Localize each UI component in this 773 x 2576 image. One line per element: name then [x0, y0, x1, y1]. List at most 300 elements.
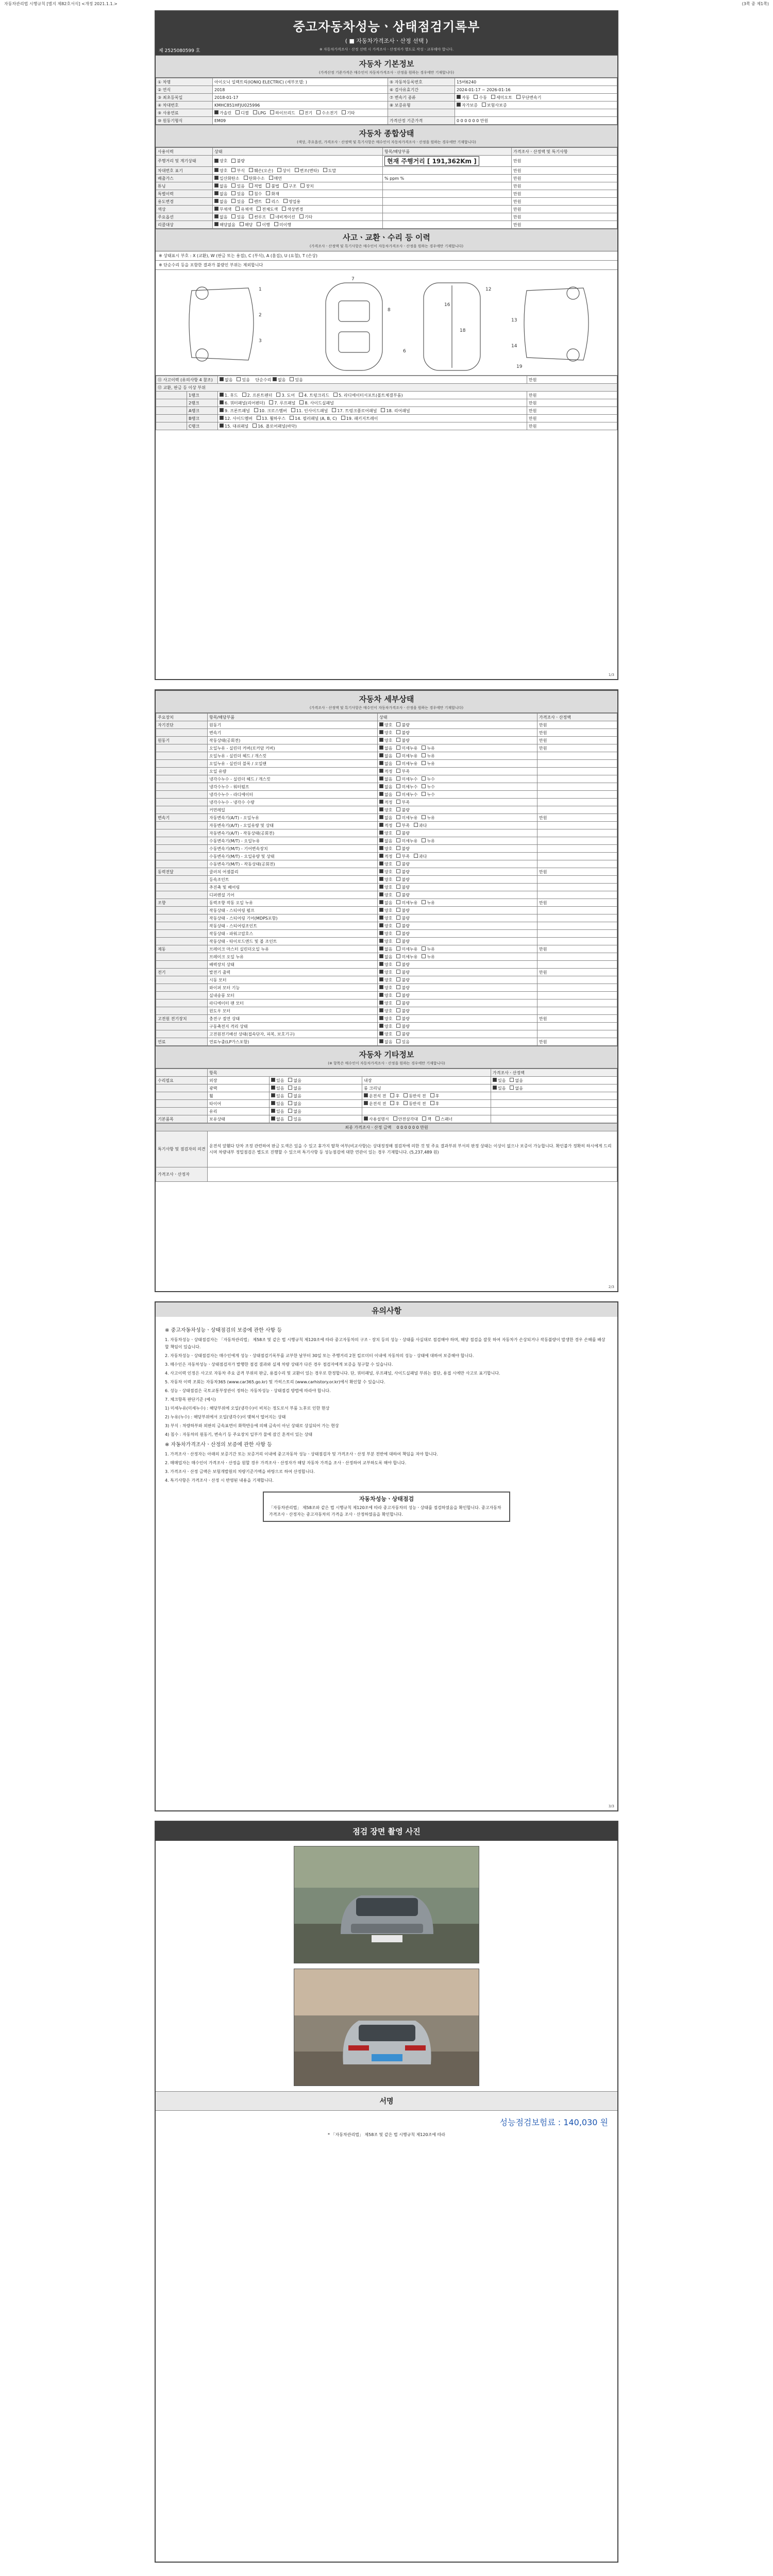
fuel-type-option[interactable]	[214, 110, 231, 116]
checkbox-icon[interactable]	[299, 214, 304, 218]
detail-state-option[interactable]	[396, 892, 409, 898]
detail-state-option[interactable]	[396, 1039, 409, 1045]
checkbox-icon[interactable]	[516, 95, 520, 99]
detail-state-option[interactable]	[379, 900, 392, 906]
detail-state-option[interactable]	[396, 885, 409, 890]
checkbox-icon[interactable]	[396, 838, 400, 842]
checkbox-icon[interactable]	[379, 1039, 383, 1043]
detail-state-option[interactable]	[396, 1001, 409, 1006]
checkbox-icon[interactable]	[379, 916, 383, 920]
other-extra-state-option[interactable]	[510, 1078, 523, 1083]
detail-state-option[interactable]	[379, 1016, 392, 1022]
checkbox-icon[interactable]	[236, 110, 240, 114]
checkbox-icon[interactable]	[396, 800, 400, 804]
part-option[interactable]	[333, 393, 403, 398]
checkbox-icon[interactable]	[299, 110, 304, 114]
summary-state-option[interactable]	[269, 176, 282, 181]
detail-state-option[interactable]	[379, 761, 392, 767]
detail-state-option[interactable]	[396, 807, 409, 813]
checkbox-icon[interactable]	[396, 1016, 400, 1020]
checkbox-icon[interactable]	[396, 985, 400, 989]
detail-state-option[interactable]	[379, 1001, 392, 1006]
checkbox-icon[interactable]	[414, 823, 418, 827]
other-state-option[interactable]	[271, 1086, 284, 1091]
checkbox-icon[interactable]	[273, 377, 277, 381]
detail-state-option[interactable]	[379, 946, 392, 952]
other-state-option[interactable]	[271, 1109, 284, 1114]
detail-state-option[interactable]	[396, 792, 417, 798]
checkbox-icon[interactable]	[214, 159, 219, 163]
checkbox-icon[interactable]	[422, 815, 426, 819]
part-option[interactable]	[257, 416, 285, 421]
other-extra-option[interactable]	[404, 1101, 426, 1107]
checkbox-icon[interactable]	[396, 892, 400, 896]
checkbox-icon[interactable]	[379, 769, 383, 773]
part-option[interactable]	[253, 423, 297, 429]
checkbox-icon[interactable]	[396, 776, 400, 781]
checkbox-icon[interactable]	[396, 1031, 400, 1036]
simple-repair-option[interactable]	[273, 377, 285, 383]
part-option[interactable]	[299, 393, 329, 398]
checkbox-icon[interactable]	[288, 1086, 292, 1090]
detail-state-option[interactable]	[396, 900, 417, 906]
summary-state-option[interactable]	[231, 214, 244, 220]
checkbox-icon[interactable]	[396, 846, 400, 850]
summary-state-option[interactable]	[266, 199, 279, 205]
basic-choice-option[interactable]	[457, 95, 469, 100]
detail-state-option[interactable]	[396, 738, 409, 743]
summary-state-option[interactable]	[257, 222, 270, 228]
checkbox-icon[interactable]	[379, 838, 383, 842]
checkbox-icon[interactable]	[300, 183, 305, 188]
checkbox-icon[interactable]	[276, 393, 280, 397]
summary-state-option[interactable]	[231, 183, 244, 189]
detail-state-option[interactable]	[379, 1024, 392, 1029]
checkbox-icon[interactable]	[396, 1001, 400, 1005]
detail-state-option[interactable]	[379, 885, 392, 890]
detail-state-option[interactable]	[379, 730, 392, 736]
detail-state-option[interactable]	[396, 722, 409, 728]
checkbox-icon[interactable]	[379, 730, 383, 734]
summary-state-option[interactable]	[214, 199, 227, 205]
summary-state-option[interactable]	[214, 158, 227, 164]
detail-state-option[interactable]	[379, 769, 392, 774]
part-option[interactable]	[381, 408, 410, 414]
other-extra-option[interactable]	[364, 1116, 389, 1122]
other-extra-option[interactable]	[430, 1101, 440, 1107]
detail-state-option[interactable]	[396, 923, 409, 929]
other-state-option[interactable]	[271, 1093, 284, 1099]
checkbox-icon[interactable]	[396, 962, 400, 966]
checkbox-icon[interactable]	[257, 207, 261, 211]
detail-state-option[interactable]	[379, 908, 392, 913]
checkbox-icon[interactable]	[332, 408, 336, 412]
checkbox-icon[interactable]	[396, 916, 400, 920]
checkbox-icon[interactable]	[214, 222, 219, 226]
checkbox-icon[interactable]	[282, 207, 286, 211]
summary-state-option[interactable]	[266, 191, 279, 197]
detail-state-option[interactable]	[396, 846, 409, 852]
checkbox-icon[interactable]	[430, 1101, 434, 1105]
checkbox-icon[interactable]	[220, 393, 224, 397]
checkbox-icon[interactable]	[299, 400, 304, 404]
checkbox-icon[interactable]	[257, 416, 261, 420]
part-option[interactable]	[220, 416, 253, 421]
checkbox-icon[interactable]	[379, 923, 383, 927]
checkbox-icon[interactable]	[214, 199, 219, 203]
checkbox-icon[interactable]	[422, 784, 426, 788]
checkbox-icon[interactable]	[236, 207, 240, 211]
checkbox-icon[interactable]	[404, 1101, 408, 1105]
checkbox-icon[interactable]	[316, 110, 321, 114]
checkbox-icon[interactable]	[396, 1008, 400, 1012]
checkbox-icon[interactable]	[396, 831, 400, 835]
checkbox-icon[interactable]	[379, 761, 383, 765]
checkbox-icon[interactable]	[379, 939, 383, 943]
detail-state-option[interactable]	[422, 954, 434, 960]
other-state-option[interactable]	[288, 1109, 301, 1114]
checkbox-icon[interactable]	[379, 722, 383, 726]
detail-state-option[interactable]	[396, 1008, 409, 1014]
checkbox-icon[interactable]	[214, 207, 219, 211]
checkbox-icon[interactable]	[396, 761, 400, 765]
checkbox-icon[interactable]	[342, 110, 346, 114]
checkbox-icon[interactable]	[379, 815, 383, 819]
detail-state-option[interactable]	[379, 923, 392, 929]
detail-state-option[interactable]	[379, 1031, 392, 1037]
other-extra-option[interactable]	[393, 1116, 418, 1122]
detail-state-option[interactable]	[396, 1016, 409, 1022]
checkbox-icon[interactable]	[396, 823, 400, 827]
checkbox-icon[interactable]	[253, 423, 257, 428]
checkbox-icon[interactable]	[274, 222, 278, 226]
detail-state-option[interactable]	[379, 784, 392, 790]
other-state-option[interactable]	[288, 1101, 301, 1107]
detail-state-option[interactable]	[379, 869, 392, 875]
other-extra-option[interactable]	[404, 1093, 426, 1099]
detail-state-option[interactable]	[396, 800, 409, 805]
checkbox-icon[interactable]	[237, 377, 241, 381]
basic-choice-option[interactable]	[491, 95, 512, 100]
checkbox-icon[interactable]	[214, 176, 219, 180]
detail-state-option[interactable]	[396, 877, 409, 883]
checkbox-icon[interactable]	[283, 199, 288, 203]
checkbox-icon[interactable]	[379, 807, 383, 811]
part-option[interactable]	[276, 393, 295, 398]
checkbox-icon[interactable]	[249, 214, 253, 218]
checkbox-icon[interactable]	[253, 110, 257, 114]
checkbox-icon[interactable]	[379, 1008, 383, 1012]
other-extra-option[interactable]	[422, 1116, 431, 1122]
checkbox-icon[interactable]	[396, 784, 400, 788]
checkbox-icon[interactable]	[288, 1093, 292, 1097]
checkbox-icon[interactable]	[457, 103, 461, 107]
detail-state-option[interactable]	[396, 769, 409, 774]
simple-repair-option[interactable]	[290, 377, 303, 383]
other-state-option[interactable]	[271, 1078, 284, 1083]
checkbox-icon[interactable]	[379, 993, 383, 997]
checkbox-icon[interactable]	[396, 977, 400, 981]
checkbox-icon[interactable]	[214, 191, 219, 195]
checkbox-icon[interactable]	[379, 1001, 383, 1005]
checkbox-icon[interactable]	[379, 792, 383, 796]
checkbox-icon[interactable]	[435, 1116, 440, 1121]
checkbox-icon[interactable]	[231, 191, 236, 195]
checkbox-icon[interactable]	[430, 1093, 434, 1097]
accident-history-option[interactable]	[220, 377, 232, 383]
detail-state-option[interactable]	[379, 792, 392, 798]
checkbox-icon[interactable]	[379, 869, 383, 873]
checkbox-icon[interactable]	[390, 1101, 394, 1105]
detail-state-option[interactable]	[379, 993, 392, 998]
checkbox-icon[interactable]	[214, 110, 219, 114]
summary-state-option[interactable]	[249, 168, 273, 174]
checkbox-icon[interactable]	[396, 769, 400, 773]
detail-state-option[interactable]	[396, 854, 409, 859]
checkbox-icon[interactable]	[333, 393, 338, 397]
checkbox-icon[interactable]	[422, 792, 426, 796]
summary-state-option[interactable]	[249, 214, 266, 220]
checkbox-icon[interactable]	[396, 753, 400, 757]
checkbox-icon[interactable]	[364, 1101, 368, 1105]
checkbox-icon[interactable]	[249, 183, 253, 188]
detail-state-option[interactable]	[379, 954, 392, 960]
checkbox-icon[interactable]	[379, 970, 383, 974]
checkbox-icon[interactable]	[379, 962, 383, 966]
summary-state-option[interactable]	[214, 176, 240, 181]
checkbox-icon[interactable]	[231, 159, 236, 163]
checkbox-icon[interactable]	[291, 408, 295, 412]
detail-state-option[interactable]	[379, 854, 392, 859]
other-state-option[interactable]	[288, 1116, 301, 1122]
checkbox-icon[interactable]	[396, 939, 400, 943]
checkbox-icon[interactable]	[269, 176, 273, 180]
checkbox-icon[interactable]	[220, 408, 224, 412]
checkbox-icon[interactable]	[379, 892, 383, 896]
checkbox-icon[interactable]	[288, 1078, 292, 1082]
checkbox-icon[interactable]	[295, 168, 299, 172]
summary-state-option[interactable]	[274, 222, 291, 228]
checkbox-icon[interactable]	[491, 95, 495, 99]
checkbox-icon[interactable]	[290, 377, 294, 381]
checkbox-icon[interactable]	[393, 1116, 397, 1121]
checkbox-icon[interactable]	[379, 1031, 383, 1036]
checkbox-icon[interactable]	[271, 1109, 275, 1113]
other-extra-option[interactable]	[390, 1093, 399, 1099]
detail-state-option[interactable]	[379, 861, 392, 867]
checkbox-icon[interactable]	[474, 95, 478, 99]
detail-state-option[interactable]	[379, 962, 392, 968]
fuel-type-option[interactable]	[236, 110, 248, 116]
detail-state-option[interactable]	[396, 939, 409, 944]
detail-state-option[interactable]	[379, 1039, 392, 1045]
checkbox-icon[interactable]	[379, 784, 383, 788]
other-extra-option[interactable]	[364, 1093, 386, 1099]
detail-state-option[interactable]	[379, 738, 392, 743]
checkbox-icon[interactable]	[270, 214, 274, 218]
detail-state-option[interactable]	[396, 869, 409, 875]
detail-state-option[interactable]	[422, 946, 434, 952]
checkbox-icon[interactable]	[390, 1093, 394, 1097]
checkbox-icon[interactable]	[482, 103, 486, 107]
checkbox-icon[interactable]	[396, 815, 400, 819]
detail-state-option[interactable]	[379, 1008, 392, 1014]
checkbox-icon[interactable]	[231, 168, 236, 172]
checkbox-icon[interactable]	[283, 183, 288, 188]
checkbox-icon[interactable]	[379, 931, 383, 935]
checkbox-icon[interactable]	[323, 168, 327, 172]
part-option[interactable]	[220, 393, 238, 398]
checkbox-icon[interactable]	[379, 908, 383, 912]
checkbox-icon[interactable]	[396, 923, 400, 927]
summary-state-option[interactable]	[266, 183, 279, 189]
other-state-option[interactable]	[288, 1078, 301, 1083]
checkbox-icon[interactable]	[254, 408, 258, 412]
detail-state-option[interactable]	[379, 807, 392, 813]
checkbox-icon[interactable]	[422, 954, 426, 958]
checkbox-icon[interactable]	[266, 191, 270, 195]
summary-state-option[interactable]	[249, 199, 262, 205]
summary-state-option[interactable]	[270, 214, 295, 220]
summary-state-option[interactable]	[244, 176, 265, 181]
summary-state-option[interactable]	[231, 168, 244, 174]
summary-state-option[interactable]	[283, 183, 296, 189]
checkbox-icon[interactable]	[422, 838, 426, 842]
checkbox-icon[interactable]	[290, 416, 294, 420]
other-state-option[interactable]	[271, 1101, 284, 1107]
checkbox-icon[interactable]	[220, 377, 224, 381]
part-option[interactable]	[220, 400, 265, 406]
checkbox-icon[interactable]	[422, 946, 426, 951]
detail-state-option[interactable]	[379, 931, 392, 937]
fuel-type-option[interactable]	[299, 110, 312, 116]
checkbox-icon[interactable]	[381, 408, 385, 412]
checkbox-icon[interactable]	[396, 885, 400, 889]
detail-state-option[interactable]	[422, 776, 434, 782]
checkbox-icon[interactable]	[220, 423, 224, 428]
checkbox-icon[interactable]	[396, 954, 400, 958]
other-state-option[interactable]	[271, 1116, 284, 1122]
checkbox-icon[interactable]	[271, 1086, 275, 1090]
detail-state-option[interactable]	[396, 1024, 409, 1029]
part-option[interactable]	[332, 408, 377, 414]
other-extra-state-option[interactable]	[493, 1078, 506, 1083]
detail-state-option[interactable]	[396, 977, 409, 983]
checkbox-icon[interactable]	[379, 885, 383, 889]
detail-state-option[interactable]	[379, 815, 392, 821]
checkbox-icon[interactable]	[379, 985, 383, 989]
detail-state-option[interactable]	[396, 823, 409, 828]
detail-state-option[interactable]	[422, 838, 434, 844]
summary-state-option[interactable]	[323, 168, 336, 174]
detail-state-option[interactable]	[396, 745, 417, 751]
detail-state-option[interactable]	[379, 800, 392, 805]
detail-state-option[interactable]	[379, 939, 392, 944]
other-state-option[interactable]	[288, 1093, 301, 1099]
detail-state-option[interactable]	[396, 993, 409, 998]
basic-choice-option[interactable]	[474, 95, 486, 100]
checkbox-icon[interactable]	[379, 1016, 383, 1020]
part-option[interactable]	[269, 400, 295, 406]
checkbox-icon[interactable]	[266, 199, 270, 203]
checkbox-icon[interactable]	[249, 191, 253, 195]
part-option[interactable]	[290, 416, 337, 421]
checkbox-icon[interactable]	[271, 1116, 275, 1121]
summary-state-option[interactable]	[214, 168, 227, 174]
other-extra-state-option[interactable]	[510, 1086, 523, 1091]
detail-state-option[interactable]	[379, 970, 392, 975]
summary-state-option[interactable]	[282, 207, 303, 212]
checkbox-icon[interactable]	[493, 1078, 497, 1082]
part-option[interactable]	[254, 408, 287, 414]
checkbox-icon[interactable]	[396, 854, 400, 858]
detail-state-option[interactable]	[379, 722, 392, 728]
summary-state-option[interactable]	[249, 183, 262, 189]
checkbox-icon[interactable]	[299, 393, 303, 397]
accident-history-option[interactable]	[237, 377, 249, 383]
detail-state-option[interactable]	[379, 846, 392, 852]
detail-state-option[interactable]	[396, 784, 417, 790]
summary-state-option[interactable]	[231, 158, 244, 164]
detail-state-option[interactable]	[396, 761, 417, 767]
detail-state-option[interactable]	[379, 985, 392, 991]
checkbox-icon[interactable]	[271, 1101, 275, 1105]
part-option[interactable]	[220, 423, 248, 429]
checkbox-icon[interactable]	[396, 877, 400, 881]
fuel-type-option[interactable]	[270, 110, 295, 116]
detail-state-option[interactable]	[422, 792, 434, 798]
checkbox-icon[interactable]	[341, 416, 345, 420]
checkbox-icon[interactable]	[396, 869, 400, 873]
detail-state-option[interactable]	[396, 831, 409, 836]
summary-state-option[interactable]	[231, 199, 244, 205]
summary-state-option[interactable]	[299, 214, 312, 220]
checkbox-icon[interactable]	[510, 1086, 514, 1090]
checkbox-icon[interactable]	[288, 1109, 292, 1113]
detail-state-option[interactable]	[396, 985, 409, 991]
checkbox-icon[interactable]	[214, 168, 219, 172]
checkbox-icon[interactable]	[379, 823, 383, 827]
checkbox-icon[interactable]	[396, 908, 400, 912]
detail-state-option[interactable]	[379, 831, 392, 836]
fuel-type-option[interactable]	[342, 110, 355, 116]
detail-state-option[interactable]	[396, 916, 409, 921]
detail-state-option[interactable]	[396, 861, 409, 867]
checkbox-icon[interactable]	[422, 900, 426, 904]
checkbox-icon[interactable]	[396, 946, 400, 951]
checkbox-icon[interactable]	[249, 199, 253, 203]
basic-choice-option[interactable]	[516, 95, 542, 100]
checkbox-icon[interactable]	[396, 970, 400, 974]
checkbox-icon[interactable]	[379, 745, 383, 750]
checkbox-icon[interactable]	[404, 1093, 408, 1097]
checkbox-icon[interactable]	[379, 900, 383, 904]
checkbox-icon[interactable]	[240, 222, 244, 226]
checkbox-icon[interactable]	[493, 1086, 497, 1090]
checkbox-icon[interactable]	[396, 722, 400, 726]
checkbox-icon[interactable]	[379, 946, 383, 951]
detail-state-option[interactable]	[396, 838, 417, 844]
checkbox-icon[interactable]	[364, 1116, 368, 1121]
detail-state-option[interactable]	[422, 761, 434, 767]
detail-state-option[interactable]	[422, 784, 434, 790]
summary-state-option[interactable]	[214, 207, 231, 212]
detail-state-option[interactable]	[422, 753, 434, 759]
checkbox-icon[interactable]	[379, 831, 383, 835]
detail-state-option[interactable]	[396, 946, 417, 952]
detail-state-option[interactable]	[396, 1031, 409, 1037]
checkbox-icon[interactable]	[266, 183, 270, 188]
